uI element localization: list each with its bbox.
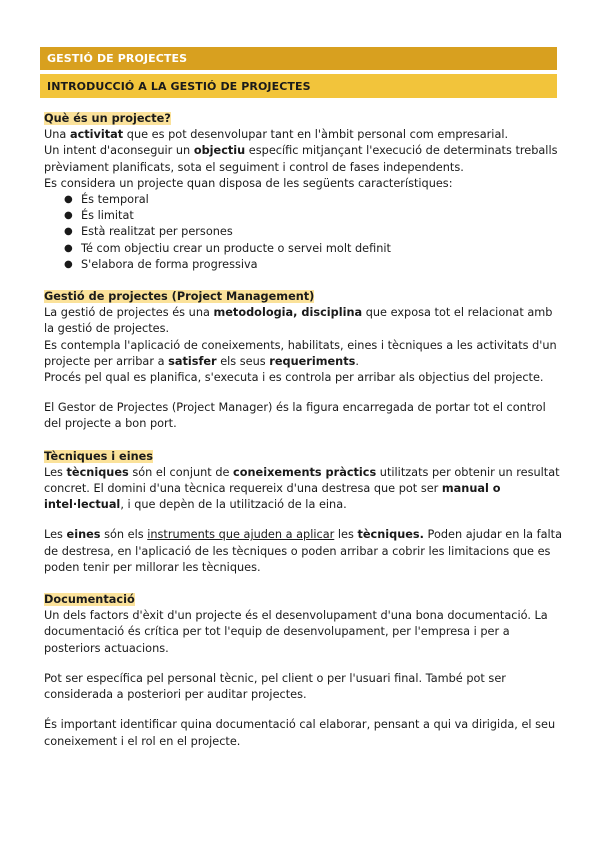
text-run: , i que depèn de la utilització de la eina. [120,498,347,512]
list-item-text: Està realitzat per persones [81,225,233,239]
text-run: Les [44,528,67,542]
bold-term: eines [66,528,101,542]
list-item-text: S'elabora de forma progressiva [81,257,258,271]
paragraph-objective [44,143,564,175]
text-run: Una [44,128,70,142]
subtitle: INTRODUCCIÓ A LA GESTIÓ DE PROJECTES [47,79,311,93]
paragraph-tools [44,527,564,576]
text-run: Les [44,465,67,479]
list-item-text: Té com objectiu crear un producte o servei molt definit [81,241,391,255]
bold-term: manual o intel·lectual [44,482,501,512]
text-run: Poden ajudar en la falta de destresa, en l'aplicació de les tècniques o poden arribar a cobrir les limitacions que es poden tenir per millorar les tècniques. [44,528,563,574]
heading-documentation: Documentació [44,593,135,607]
paragraph-methodology [44,305,564,337]
bold-term: objectiu [193,144,246,158]
bold-term: satisfer [168,354,217,368]
bold-term: metodologia, disciplina [213,306,363,320]
bullet-icon: ● [64,194,73,206]
text-run: Un intent d'aconseguir un [44,144,194,158]
heading-what-is-project: Què és un projecte? [44,112,171,125]
text-run: les [334,528,358,542]
main-title-banner [40,47,557,70]
subtitle-banner [40,74,557,98]
heading-techniques-tools: Tècniques i eines [44,449,154,463]
bullet-icon: ● [64,226,73,238]
characteristics-list [44,192,564,273]
text-run: són el conjunt de [128,465,234,479]
paragraph-project-manager: El Gestor de Projectes (Project Manager) és la figura encarregada de portar tot el control del projecte a bon port. [44,401,546,431]
bullet-icon: ● [64,258,73,270]
list-item [44,257,564,273]
list-item-text: És temporal [81,193,149,207]
text-run: els seus [216,354,270,368]
bold-term: activitat [69,128,124,142]
main-title: GESTIÓ DE PROJECTES [47,52,188,65]
bullet-icon: ● [64,210,73,222]
paragraph-documentation-identify: És important identificar quina documentació cal elaborar, pensant a qui va dirigida, el seu coneixement i el rol en el projecte. [44,718,556,748]
heading-project-management: Gestió de projectes (Project Management) [44,290,315,304]
paragraph-activity [44,127,564,143]
list-item [44,208,564,224]
bullet-icon: ● [64,242,73,254]
text-run: utilitzats per obtenir un resultat concret. El domini d'una tècnica requereix d'una destresa que pot ser [44,465,560,496]
text-run: La gestió de projectes és una [44,306,214,320]
paragraph-techniques [44,465,564,514]
list-item-text: És limitat [81,209,134,223]
bold-term: tècniques. [357,528,424,542]
paragraph-documentation-audience: Pot ser específica pel personal tècnic, pel client o per l'usuari final. També pot ser considerada a posteriori per auditar projectes. [44,671,506,702]
text-run: Es contempla l'aplicació de coneixements, habilitats, eines i tècniques a les activitats d'un projecte per arribar a [44,338,557,368]
bold-term: tècniques [66,465,129,479]
paragraph-process: Procés pel qual es planifica, s'executa i es controla per arribar als objectius del projecte. [44,371,544,385]
list-item [44,192,564,208]
text-run: . [355,354,359,368]
list-item [44,241,564,257]
bold-term: requeriments [269,354,356,368]
paragraph-documentation-success: Un dels factors d'èxit d'un projecte és el desenvolupament d'una bona documentació. La documentació és crítica per tot l'equip de desenvolupament, per l'empresa i per a posteriors actuacions. [44,609,548,655]
document-body [44,111,564,750]
bold-term: coneixements pràctics [233,465,377,479]
paragraph-application [44,338,564,370]
text-run: específic mitjançant l'execució de determinats treballs prèviament planificats, sota el seguiment i control de fases independents. [44,144,558,174]
text-run: que exposa tot el relacionat amb la gestió de projectes. [44,306,553,336]
text-run: són els [100,528,148,542]
list-item [44,224,564,240]
paragraph-characteristics-intro: Es considera un projecte quan disposa de les següents característiques: [44,176,453,190]
text-run: que es pot desenvolupar tant en l'àmbit personal com empresarial. [123,128,509,142]
underlined-text: instruments que ajuden a aplicar [147,528,335,542]
